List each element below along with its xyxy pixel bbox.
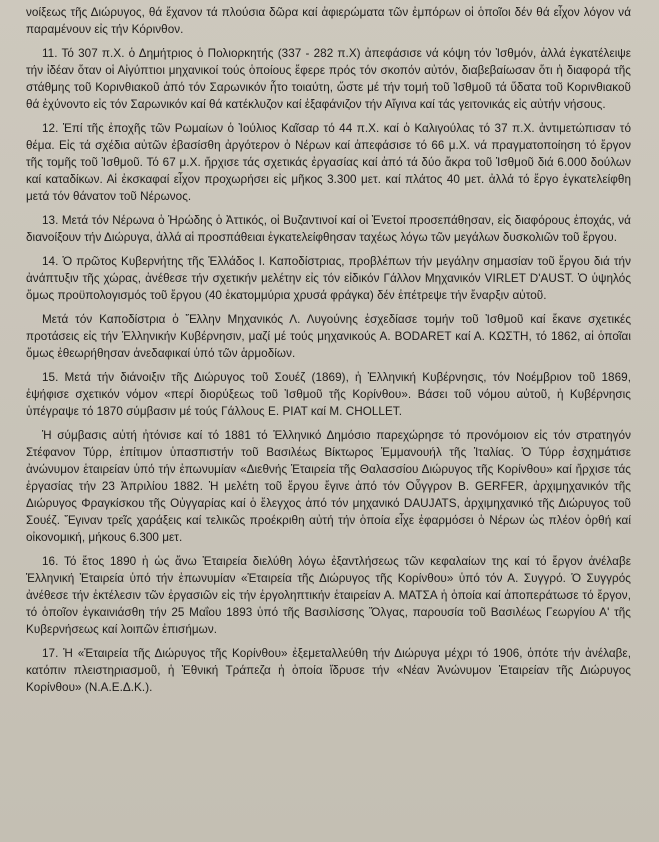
- paragraph-16: 16. Τό ἔτος 1890 ἡ ὡς ἄνω Ἑταιρεία διελύθη λόγω ἐξαντλήσεως τῶν κεφαλαίων της καί τό ἔργον ἀνέλαβε Ἑλληνική Ἑταιρεία ὑπό τήν ἐπωνυμίαν «Ἑταιρεία τῆς Διώρυγος τῆς Κορίνθου» ὑπό τόν Α. Συγγρό. Ὁ Συγγρός ἀνέθεσε τήν ἐκτέλεσιν τῶν ἐργασιῶν εἰς τήν ἐργοληπτικήν ἑταιρείαν Α. ΜΑΤΣΑ ἡ ὁποία καί ἀποπεράτωσε τό ἔργον, τό ὁποῖον ἐγκαινιάσθη τήν 25 Μαΐου 1893 ὑπό τῆς Βασιλίσσης Ὄλγας, παρουσία τοῦ Βασιλέως Γεωργίου Α' τῆς Κυβερνήσεως καί λοιπῶν ἐπισήμων.: [26, 555, 631, 636]
- paragraph-14: 14. Ὁ πρῶτος Κυβερνήτης τῆς Ἑλλάδος Ι. Καποδίστριας, προβλέπων τήν μεγάλην σημασίαν τοῦ ἔργου διά τήν ἀνάπτυξιν τῆς χώρας, ἀνέθεσε τήν σχετικήν μελέτην εἰς τόν εἰδικόν Γάλλον Μηχανικόν VIRLET D'AUST. Ὁ ὑψηλός ὅμως προϋπολογισμός τοῦ ἔργου (40 ἑκατομμύρια χρυσά φράγκα) δέν ἐπέτρεψε τήν ἔναρξιν αὐτοῦ.: [26, 255, 631, 302]
- paragraph-17: 17. Ἡ «Ἑταιρεία τῆς Διώρυγος τῆς Κορίνθου» ἐξεμεταλλεύθη τήν Διώρυγα μέχρι τό 1906, ὁπότε τήν ἀνέλαβε, κατόπιν πλειστηριασμοῦ, ἡ Ἐθνική Τράπεζα ἡ ὁποία ἵδρυσε τήν «Νέαν Ἀνώνυμον Ἑταιρείαν τῆς Διώρυγος Κορίνθου» (Ν.Α.Ε.Δ.Κ.).: [26, 647, 631, 694]
- paragraph-15-continued: Ἡ σύμβασις αὐτή ἠτόνισε καί τό 1881 τό Ἑλληνικό Δημόσιο παρεχώρησε τό προνόμοιον εἰς τόν στρατηγόν Στέφανον Τύρρ, ἐπίτιμον ὑπασπιστήν τοῦ Βασιλέως Βίκτωρος Ἐμμανουήλ τῆς Ἰταλίας. Ὁ Τύρρ ἐσχημάτισε ἀνώνυμον ἑταιρείαν ὑπό τήν ἐπωνυμίαν «Διεθνής Ἑταιρεία τῆς Θαλασσίου Διώρυγος τῆς Κορίνθου» καί ἤρχισε τάς ἐργασίας τήν 23 Ἀπριλίου 1882. Ἡ μελέτη τοῦ ἔργου ἔγινε ἀπό τόν Οὖγγρον Β. GERFER, ἀρχιμηχανικόν τῆς Διώρυγος Φραγκίσκου τῆς Οὐγγαρίας καί ὁ ἔλεγχος ἀπό τόν μηχανικό DAUJATS, ἀρχιμηχανικό τῆς Διώρυγος τοῦ Σουέζ. Ἔγιναν τρεῖς χαράξεις καί τελικῶς προέκριθη αὐτή τήν ὁποία εἶχε ἐφαρμόσει ὁ Νέρων ὡς πλέον ὀρθή καί οἰκονομική, μήκους 6.300 μετ.: [26, 429, 631, 544]
- paragraph-12: 12. Ἐπί τῆς ἐποχῆς τῶν Ρωμαίων ὁ Ἰούλιος Καῖσαρ τό 44 π.Χ. καί ὁ Καλιγούλας τό 37 π.Χ. ἀντιμετώπισαν τό θέμα. Εἰς τά σχέδια αὐτῶν ἐβασίσθη ἀργότερον ὁ Νέρων καί ἀπεφάσισε τό 66 μ.Χ. νά πραγματοποίηση τό ἔργον τῆς τομῆς τοῦ Ἰσθμοῦ. Τό 67 μ.Χ. ἤρχισε τάς σχετικάς ἐργασίας καί ἀπό τά δύο ἄκρα τοῦ Ἰσθμοῦ διά 6.000 δούλων καί καταδίκων. Αἱ ἐκσκαφαί εἶχον προχωρήσει εἰς μῆκος 3.300 μετ. καί πλάτος 40 μετ. ἀλλά τό ἔργο ἐγκατελείφθη μετά τόν θάνατον τοῦ Νέρωνος.: [26, 122, 631, 203]
- paragraph-continuation: νοίξεως τῆς Διώρυγος, θά ἔχανον τά πλούσια δῶρα καί ἀφιερώματα τῶν ἐμπόρων οἱ ὁποῖοι δέν θά εἶχον λόγον νά παραμένουν εἰς τήν Κόρινθον.: [26, 6, 631, 36]
- paragraph-11: 11. Τό 307 π.Χ. ὁ Δημήτριος ὁ Πολιορκητής (337 - 282 π.Χ) ἀπεφάσισε νά κόψη τόν Ἰσθμόν, ἀλλά ἐγκατέλειψε τήν ἰδέαν ὅταν οἱ Αἰγύπτιοι μηχανικοί τούς ὁποίους ἔφερε πρός τόν σκοπόν αὐτόν, διαβεβαίωσαν ὅτι ἡ διαφορά τῆς στάθμης τοῦ Κορινθιακοῦ ἀπό τόν Σαρωνικόν ἦτο τοιαύτη, ὥστε μέ τήν τομή τοῦ Ἰσθμοῦ τά ὕδατα τοῦ Κορινθιακοῦ θά ἐχύνοντο εἰς τόν Σαρωνικόν καί θά κατέκλυζον καί ἐξαφάνιζον τήν Αἴγινα καί τάς γειτονικάς εἰς αὐτήν νήσους.: [26, 47, 631, 111]
- paragraph-14-continued: Μετά τόν Καποδίστρια ὁ Ἕλλην Μηχανικός Λ. Λυγούνης ἐσχεδίασε τομήν τοῦ Ἰσθμοῦ καί ἔκανε σχετικές προτάσεις εἰς τήν Ἑλληνικήν Κυβέρνησιν, μαζί μέ τούς μηχανικούς Α. BODARET καί Α. ΚΩΣΤΗ, τό 1862, αἱ ὁποῖαι ὅμως ἐθεωρήθησαν ἀνεδαφικαί ὑπό τῶν ἁρμοδίων.: [26, 313, 631, 360]
- paragraph-13: 13. Μετά τόν Νέρωνα ὁ Ἡρώδης ὁ Ἀττικός, οἱ Βυζαντινοί καί οἱ Ἐνετοί προσεπάθησαν, εἰς διαφόρους ἐποχάς, νά διανοίξουν τήν Διώρυγα, ἀλλά αἱ προσπάθειαι ἐγκατελείφθησαν ταχέως λόγω τῶν μεγάλων δυσκολιῶν τοῦ ἔργου.: [26, 214, 631, 244]
- paragraph-15: 15. Μετά τήν διάνοιξιν τῆς Διώρυγος τοῦ Σουέζ (1869), ἡ Ἑλληνική Κυβέρνησις, τόν Νοέμβριον τοῦ 1869, ἐψήφισε σχετικόν νόμον «περί διορύξεως τοῦ Ἰσθμοῦ τῆς Κορίνθου». Βάσει τοῦ νόμου αὐτοῦ, ἡ Κυβέρνησις ὑπέγραψε τό 1870 σύμβασιν μέ τούς Γάλλους Ε. PIAT καί Μ. CHOLLET.: [26, 371, 631, 418]
